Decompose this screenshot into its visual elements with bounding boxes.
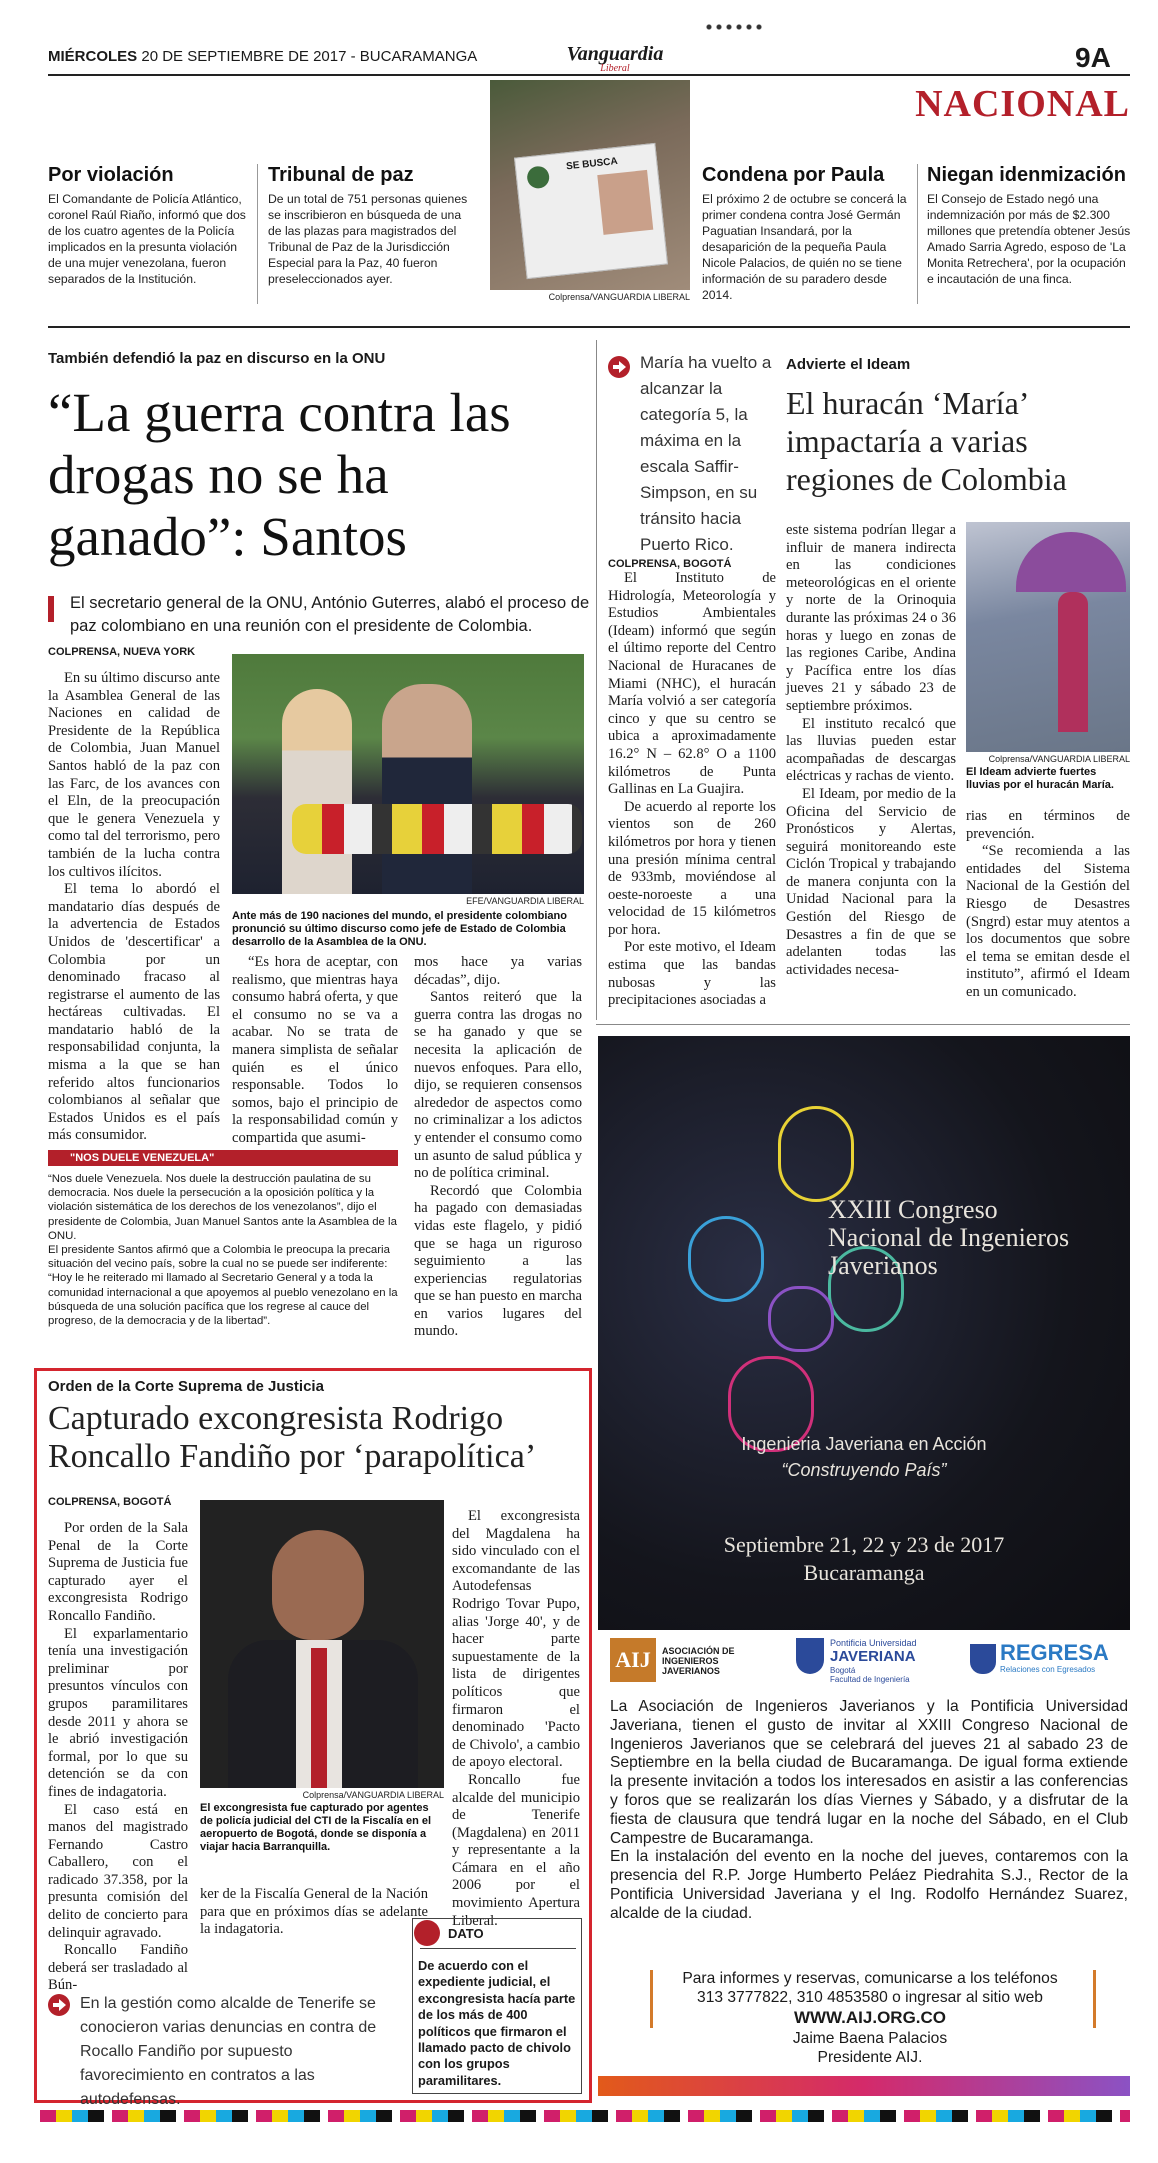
paragraph: De acuerdo al reporte los vientos son de 260 kilómetros por hora y tienen una presión mínima central de 933mb, moviéndose al oeste-noroeste a una velocidad de 15 kilómetros por hora. (608, 798, 776, 938)
hurricane-photo-caption: El Ideam advierte fuertes lluvias por el huracán María. (966, 766, 1114, 791)
roncallo-head (272, 1530, 364, 1640)
hurricane-col3 (966, 808, 1130, 1002)
weekday: MIÉRCOLES (48, 48, 138, 65)
paragraph: Roncallo fue alcalde del municipio de Tenerife (Magdalena) en 2011 y representante a la Cámara en el año 2006 por el movimiento Apertura Liberal. (452, 1771, 580, 1929)
brief-text: El próximo 2 de octubre se concerá la primer condena contra José Germán Paguatian Insandará, por la desaparición de la pequeña Paula Nicole Palacios, de quién no se tiene información de su paradero desde 2014. (702, 192, 907, 302)
hurricane-photo-credit: Colprensa/VANGUARDIA LIBERAL (988, 754, 1130, 764)
brief-text: El Comandante de Policía Atlántico, coronel Raúl Riaño, informó que dos de los cuatro agentes de la Policía implicados en la presunta violación de una mujer venezolana, fueron separados de la Institución. (48, 192, 246, 286)
woman-figure (282, 689, 352, 894)
header-rule (48, 74, 1130, 76)
brief-title: Tribunal de paz (268, 164, 414, 186)
brief-photo-credit: Colprensa/VANGUARDIA LIBERAL (548, 292, 690, 302)
hurricane-bottom-rule (596, 1024, 1130, 1025)
roncallo-arrow-icon (48, 1994, 70, 2021)
brief-photo (490, 80, 690, 290)
ad-city: Bucaramanga (803, 1560, 925, 1585)
masthead-title: Vanguardia (566, 43, 664, 65)
santos-photo-credit: EFE/VANGUARDIA LIBERAL (466, 896, 584, 906)
hurricane-arrow-icon (608, 356, 630, 383)
brief-2 (268, 164, 478, 287)
node-blue (688, 1216, 764, 1302)
hurricane-kicker: Advierte el Ideam (786, 356, 911, 373)
poster-photo (597, 170, 653, 235)
brief-text: El Consejo de Estado negó una indemnización por más de $2.300 millones que pretendía obtener Jesús Amado Sarria Agredo, esposo de 'La Monita Retrechera', por la ocupación e incautación de una finca. (927, 192, 1131, 286)
roncallo-headline: Capturado excongresista Rodrigo Roncallo Fandiño por ‘parapolítica’ (48, 1400, 537, 1475)
hurricane-col1 (608, 570, 776, 1010)
brief-title: Niegan idenmización (927, 164, 1126, 186)
roncallo-photo-caption: El excongresista fue capturado por agentes de policía judicial del CTI de la Fiscalía en el aeropuerto de Bogotá, donde se disponía a viajar hacia Barranquilla. (200, 1802, 432, 1853)
ad-paragraph: En la instalación del evento en la noche del jueves, contaremos con la presencia del R.P. Jorge Humberto Peláez Piedrahita S.J., Rector de la Pontificia Universidad Javeriana y el Ing. Rodolfo Hernández Suarez, alcalde de la ciudad. (610, 1848, 1128, 1922)
color-registration-bar (40, 2110, 1130, 2122)
santos-headline: “La guerra contra las drogas no se ha ganado”: Santos (48, 382, 511, 567)
brief-4 (927, 164, 1132, 287)
santos-deck-marker (48, 596, 54, 622)
javeriana-city: Bogotá (830, 1666, 856, 1675)
paragraph: Recordó que Colombia ha pagado con demasiadas vidas este flagelo, y pidió que se haga un riguroso seguimiento a las experiencias regulatorias que se han puesto en marcha en varios lugares del mundo. (414, 1182, 582, 1340)
ad-body (610, 1698, 1128, 1924)
roncallo-col2 (200, 1886, 428, 1939)
roncallo-kicker: Orden de la Corte Suprema de Justicia (48, 1378, 324, 1395)
microphones (292, 804, 582, 854)
ad-subtitle-2: “Construyendo País” (781, 1460, 947, 1480)
javeriana-name: JAVERIANA (830, 1648, 916, 1665)
page-number: 9A (1075, 42, 1111, 73)
section-title: NACIONAL (915, 83, 1130, 125)
molecule-graphic (688, 1106, 908, 1466)
paragraph: El Instituto de Hidrología, Meteorología y Estudios Ambientales (Ideam) informó que según el último reporte del Centro Nacional de Huracanes de Miami (NHC), el huracán María volvió a ser categoría cinco y que su centro se ubica a aproximadamente 16.2° N – 62.8° O a 1100 kilómetros de Punta Gallinas en La Guajira. (608, 570, 776, 798)
date-line (48, 48, 477, 65)
signer-name: Jaime Baena Palacios (792, 2030, 948, 2047)
dato-text: De acuerdo con el expediente judicial, el excongresista hacía parte de los más de 400 políticos que firmaron el llamado pacto de chivolo con los grupos paramilitares. (418, 1958, 576, 2088)
paragraph: Por orden de la Sala Penal de la Corte Suprema de Justicia fue capturado ayer el excongresista Rodrigo Roncallo Fandiño. (48, 1520, 188, 1624)
santos-figure (382, 684, 472, 894)
ad-paragraph: La Asociación de Ingenieros Javerianos y la Pontificia Universidad Javeriana, tienen el gusto de invitar al XXIII Congreso Nacional de Ingenieros Javerianos que se celebrará del jueves 21 al sabado 23 de Septiembre en la bella ciudad de Bucaramanga. De igual forma extiende la presente invitación a todos los interesados en asistir a las conferencias y foros que se realizarán los días Viernes y Sábado, y a disfrutar de la fiesta de clausura que tendrá lugar en la noche del Sábado, en el Club Campestre de Bucaramanga. (610, 1698, 1128, 1847)
missing-poster (514, 143, 668, 279)
poster-seal (526, 165, 550, 189)
regresa-sub: Relaciones con Egresados (1000, 1665, 1096, 1674)
registration-dots (704, 24, 764, 30)
brief-1 (48, 164, 248, 287)
paragraph: Santos reiteró que la guerra contra las drogas no se ha ganado y que se necesita la aplicación de nuevos enfoques. Para ello, dijo, se requieren consensos alrededor de aspectos como no criminalizar a los adictos y entender el consumo como un asunto de salud pública y no de política criminal. (414, 989, 582, 1182)
roncallo-photo-credit: Colprensa/VANGUARDIA LIBERAL (302, 1790, 444, 1800)
node-purple (768, 1286, 834, 1352)
ad-banner (598, 1036, 1130, 1630)
roncallo-pullquote: En la gestión como alcalde de Tenerife se conocieron varias denuncias en contra de Rocallo Fandiño por supuesto favorecimiento en contratos a las autodefensas. (80, 1995, 377, 2108)
roncallo-col1 (48, 1520, 188, 1995)
paragraph: El Ideam, por medio de la Oficina del Servicio de Pronósticos y Alertas, seguirá monitoreando este Ciclón Tropical y trabajando de manera conjunta con la Unidad Nacional para la Gestión del Riesgo de Desastres a fin de que se adelanten todas las actividades necesa- (786, 785, 956, 978)
masthead-subtitle: Liberal (600, 63, 630, 74)
javeriana-top: Pontificia Universidad (830, 1638, 917, 1648)
paragraph: “Se recomienda a las entidades del Sistema Nacional de la Gestión del Riesgo de Desastres (Sngrd) estar muy atentos a los documentos que sobre el tema se emitan desde el instituto”, afirmó el Ideam en un comunicado. (966, 843, 1130, 1000)
ad-logos (610, 1634, 1130, 1684)
ad-title: XXIII Congreso Nacional de Ingenieros Javerianos (828, 1195, 1070, 1280)
contact-line-1: Para informes y reservas, comunicarse a los teléfonos (682, 1970, 1058, 1987)
ad-subtitle-1: Ingenieria Javeriana en Acción (741, 1434, 987, 1454)
paragraph: Por este motivo, el Ideam estima que las bandas nubosas y las precipitaciones asociadas a (608, 939, 776, 1009)
paragraph: mos hace ya varias décadas”, dijo. (414, 954, 582, 988)
ad-footer-bar (598, 2076, 1130, 2096)
santos-deck: El secretario general de la ONU, António Guterres, alabó el proceso de paz colombiano en una reunión con el presidente de Colombia. (70, 594, 590, 635)
contact-line-2: 313 3777822, 310 4853580 o ingresar al sitio web (697, 1989, 1043, 2006)
santos-photo-caption: Ante más de 190 naciones del mundo, el presidente colombiano pronunció su último discurso como jefe de Estado de Colombia desarrollo de la Asamblea de la ONU. (232, 910, 567, 948)
santos-kicker: También defendió la paz en discurso en la ONU (48, 350, 386, 367)
javeriana-faculty: Facultad de Ingeniería (830, 1675, 910, 1684)
brief-divider (917, 164, 918, 304)
brief-text: De un total de 751 personas quienes se inscribieron en búsqueda de una de las plazas para magistrados del Tribunal de Paz de la Jurisdicción Especial para la Paz, 40 fueron preseleccionados ayer. (268, 192, 468, 286)
paragraph: El instituto recalcó que las lluvias pueden estar acompañadas de descargas eléctricas y rachas de viento. (786, 715, 956, 785)
date-text: 20 DE SEPTIEMBRE DE 2017 - BUCARAMANGA (141, 48, 478, 65)
sidebar-paragraph: “Nos duele Venezuela. Nos duele la destrucción paulatina de su democracia. Nos duele la persecución a la oposición política y la violación sistemática de los derechos de los venezolanos”, dijo el presidente de Colombia, Juan Manuel Santos ante la Asamblea de la ONU. (48, 1173, 397, 1242)
javeriana-crest (796, 1638, 824, 1674)
paragraph: “Es hora de aceptar, con realismo, que mientras haya consumo habrá oferta, y que el consumo no se va a acabar. No se trata de manera simplista de señalar quién es el único responsable. Todos lo somos, bajo el principio de la responsabilidad común y compartida que asumi- (232, 954, 398, 1146)
santos-col2 (232, 954, 398, 1148)
santos-dateline: COLPRENSA, NUEVA YORK (48, 646, 196, 658)
regresa-crest (970, 1644, 996, 1674)
paragraph: El exparlamentario tenía una investigación preliminar por presuntos vínculos con grupos paramilitares desde 2011 y ahora se le abrió investigación formal, por lo que su detención se da con fines de indagatoria. (48, 1625, 188, 1800)
brief-3 (702, 164, 910, 303)
website-link[interactable]: WWW.AIJ.ORG.CO (793, 2008, 947, 2027)
masthead-logo (560, 44, 670, 74)
brief-divider (257, 164, 258, 304)
paragraph: Roncallo Fandiño deberá ser trasladado al Bún- (48, 1942, 188, 1994)
node-yellow (778, 1106, 854, 1202)
hurricane-headline: El huracán ‘María’ impactaría a varias regiones de Colombia (786, 385, 1067, 497)
hurricane-photo (966, 522, 1130, 752)
sidebar-label: "NOS DUELE VENEZUELA" (48, 1150, 398, 1166)
roncallo-tie (311, 1648, 327, 1788)
paragraph: El caso está en manos del magistrado Fernando Castro Caballero, con el radicado 37.358, por la presunta comisión del delito de concierto para delinquir agravado. (48, 1801, 188, 1941)
roncallo-dateline: COLPRENSA, BOGOTÁ (48, 1496, 172, 1508)
hurricane-col2 (786, 522, 956, 979)
hurricane-pullquote: María ha vuelto a alcanzar la categoría 5, la máxima en la escala Saffir-Simpson, en su tránsito hacia Puerto Rico. (640, 353, 772, 554)
sidebar-paragraph: El presidente Santos afirmó que a Colombia le preocupa la precaria situación del vecino país, sobre la cual no se puede ser indiferente: “Hoy le he reiterado mi llamado al Secretario General y a toda la comunidad internacional a que apoyemos al pueblo venezolano en la búsqueda de una solución pacífica que los regrese al cauce del progreso, de la democracia y de la libertad”. (48, 1244, 398, 1328)
santos-col1 (48, 670, 220, 1145)
paragraph: El excongresista del Magdalena ha sido vinculado con el excomandante de las Autodefensas Rodrigo Tovar Pupo, alias 'Jorge 40', y de hacer parte supuestamente de la lista de dirigentes políticos que firmaron el denominado 'Pacto de Chivolo', a cambio de apoyo electoral. (452, 1508, 580, 1771)
person-figure (1058, 592, 1088, 732)
umbrella (1016, 532, 1126, 592)
ad-dates: Septiembre 21, 22 y 23 de 2017 (723, 1532, 1005, 1557)
hurricane-dateline: COLPRENSA, BOGOTÁ (608, 558, 732, 570)
paragraph: En su último discurso ante la Asamblea General de las Naciones en calidad de Presidente de la República de Colombia, Juan Manuel Santos habló de la paz con las Farc, de los avances con el Eln, de la preocupación que le genera Venezuela y como tal del terrorismo, pero también de la lucha contra los cultivos ilícitos. (48, 670, 220, 880)
brief-title: Condena por Paula (702, 164, 885, 186)
santos-col3 (414, 954, 582, 1341)
paragraph: rias en términos de prevención. (966, 808, 1130, 842)
brief-title: Por violación (48, 164, 174, 186)
paragraph: El tema lo abordó el mandatario días después de la advertencia de Estados Unidos de 'descertificar' a Colombia por un denominado fracaso al registrarse el aumento de las hectáreas cultivadas. El mandatario habló de la responsabilidad conjunta, la misma a la que se han referido altos funcionarios colombianos al señalar que Estados Unidos es el país más consumidor. (48, 881, 220, 1144)
paragraph: este sistema podrían llegar a influir de manera indirecta en las condiciones meteorológicas en el oriente y norte de la Orinoquia durante las próximas 24 o 36 horas y luego en zonas de las regiones Caribe, Andina y Pacífica entre los días jueves 21 y sábado 23 de septiembre próximos. (786, 522, 956, 714)
hurricane-frame-left (596, 340, 597, 1020)
aij-logo-text: ASOCIACIÓN DE INGENIEROS JAVERIANOS (662, 1646, 735, 1676)
sidebar-text (48, 1172, 400, 1328)
briefs-rule (48, 326, 1130, 328)
signer-role: Presidente AIJ. (817, 2049, 923, 2066)
dato-rule (420, 1948, 576, 1949)
roncallo-photo (200, 1500, 444, 1788)
dato-icon (414, 1920, 440, 1946)
paragraph: ker de la Fiscalía General de la Nación para que en próximos días se adelante la indagatoria. (200, 1886, 428, 1938)
dato-label: DATO (448, 1926, 484, 1941)
aij-logo-mark: AIJ (610, 1638, 656, 1682)
santos-photo (232, 654, 584, 894)
regresa-name: REGRESA (1000, 1640, 1109, 1665)
poster-label: SE BUSCA (565, 155, 619, 173)
roncallo-col3 (452, 1508, 580, 1930)
